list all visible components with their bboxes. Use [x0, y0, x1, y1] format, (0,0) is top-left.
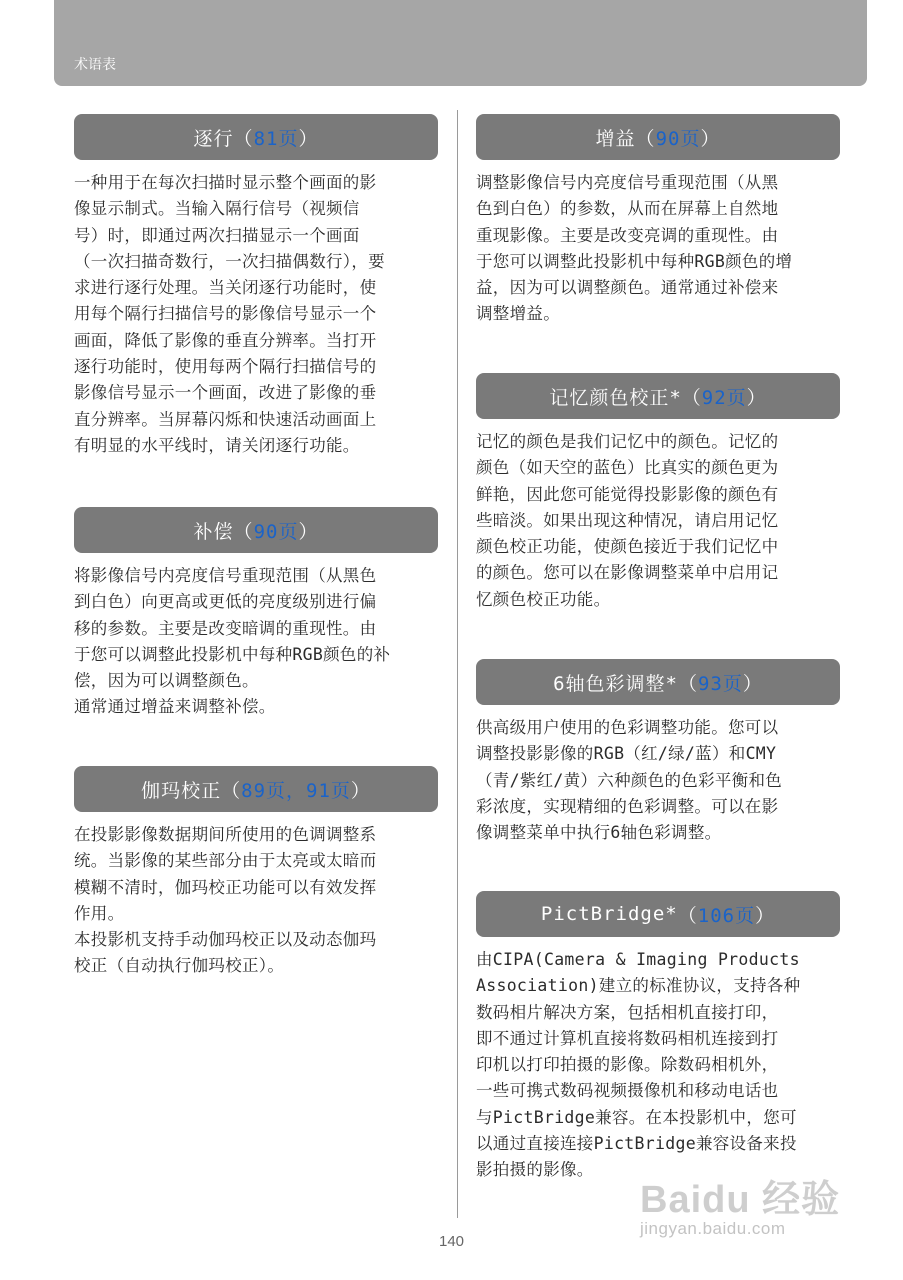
entry-title: 逐行 — [193, 127, 234, 150]
watermark-url: jingyan.baidu.com — [640, 1219, 786, 1238]
glossary-entry-memory-color — [476, 373, 840, 613]
entry-title: PictBridge* — [540, 903, 678, 925]
entry-heading: 逐行 （ 81页 ） — [74, 114, 438, 160]
entry-body: 一种用于在每次扫描时显示整个画面的影 像显示制式。当输入隔行信号（视频信 号）时，即通过两次扫描显示一个画面 （一次扫描奇数行，一次扫描偶数行），要 求进行逐行处理。当关闭逐行功能时，使 用每个隔行扫描信号的影像信号显示一个 画面，降低了影像的垂直分辨率。当打开 逐行功能时，使用每两个隔行扫描信号的 影像信号显示一个画面，改进了影像的垂 直分辨率。当屏幕闪烁和快速活动画面上 有明显的水平线时，请关闭逐行功能。 — [74, 173, 385, 455]
entry-title: 6轴色彩调整* — [553, 672, 678, 695]
entry-heading: 增益 （ 90页 ） — [476, 114, 840, 160]
page-ref-link[interactable]: 92页 — [701, 386, 747, 409]
page-ref-link[interactable]: 90页 — [655, 127, 701, 150]
entry-heading: 6轴色彩调整* （ 93页 ） — [476, 659, 840, 705]
entry-heading: PictBridge* （ 106页 ） — [476, 891, 840, 937]
glossary-entry-pictbridge — [476, 891, 840, 1184]
entry-body: 供高级用户使用的色彩调整功能。您可以 调整投影影像的RGB（红/绿/蓝）和CMY （青/紫红/黄）六种颜色的色彩平衡和色 彩浓度，实现精细的色彩调整。可以在影 像调整菜单中执行6轴色彩调整。 — [476, 718, 783, 843]
glossary-entry-6axis — [476, 659, 840, 846]
entry-heading: 记忆颜色校正* （ 92页 ） — [476, 373, 840, 419]
header-banner — [54, 0, 867, 86]
page-ref-link[interactable]: 90页 — [253, 520, 299, 543]
entry-heading: 伽玛校正 （ 89页，91页 ） — [74, 766, 438, 812]
glossary-entry-progressive — [74, 114, 438, 459]
glossary-entry-gamma — [74, 766, 438, 980]
entry-body: 由CIPA(Camera & Imaging Products Association)建立的标准协议，支持各种 数码相片解决方案，包括相机直接打印， 即不通过计算机直接将数码相机连接到打 印机以打印拍摄的影像。除数码相机外， 一些可携式数码视频摄像机和移动电话也 与PictBridge兼容。在本投影机中，您可 以通过直接连接PictBridge兼容设备来投 影拍摄的影像。 — [476, 950, 801, 1180]
page-ref-link[interactable]: 81页 — [253, 127, 299, 150]
page-ref-link[interactable]: 93页 — [698, 672, 743, 695]
column-divider — [457, 110, 458, 1218]
baidu-watermark — [640, 1168, 860, 1268]
glossary-entry-gain — [476, 114, 840, 328]
page-number: 140 — [438, 1233, 465, 1250]
entry-body: 调整影像信号内亮度信号重现范围（从黑 色到白色）的参数，从而在屏幕上自然地 重现影像。主要是改变亮调的重现性。由 于您可以调整此投影机中每种RGB颜色的增 益，因为可以调整颜色。通常通过补偿来 调整增益。 — [476, 173, 793, 324]
entry-body: 记忆的颜色是我们记忆中的颜色。记忆的 颜色（如天空的蓝色）比真实的颜色更为 鲜艳，因此您可能觉得投影影像的颜色有 些暗淡。如果出现这种情况，请启用记忆 颜色校正功能，使颜色接近于我们记忆中 的颜色。您可以在影像调整菜单中启用记 忆颜色校正功能。 — [476, 432, 779, 609]
header-label: 术语表 — [74, 57, 116, 73]
entry-body: 将影像信号内亮度信号重现范围（从黑色 到白色）向更高或更低的亮度级别进行偏 移的参数。主要是改变暗调的重现性。由 于您可以调整此投影机中每种RGB颜色的补 偿，因为可以调整颜色。 通常通过增益来调整补偿。 — [74, 566, 391, 717]
glossary-entry-offset — [74, 507, 438, 721]
entry-heading: 补偿 （ 90页 ） — [74, 507, 438, 553]
watermark-logo: Baidu 经验 — [640, 1179, 841, 1221]
entry-title: 补偿 — [193, 520, 234, 543]
entry-title: 记忆颜色校正* — [549, 386, 682, 409]
page-ref-link[interactable]: 89页，91页 — [241, 779, 351, 802]
entry-body: 在投影影像数据期间所使用的色调调整系 统。当影像的某些部分由于太亮或太暗而 模糊不清时，伽玛校正功能可以有效发挥 作用。 本投影机支持手动伽玛校正以及动态伽玛 校正（自动执行伽玛校正）。 — [74, 825, 377, 976]
entry-title: 增益 — [595, 127, 636, 150]
entry-title: 伽玛校正 — [141, 779, 222, 802]
page-ref-link[interactable]: 106页 — [697, 904, 756, 927]
